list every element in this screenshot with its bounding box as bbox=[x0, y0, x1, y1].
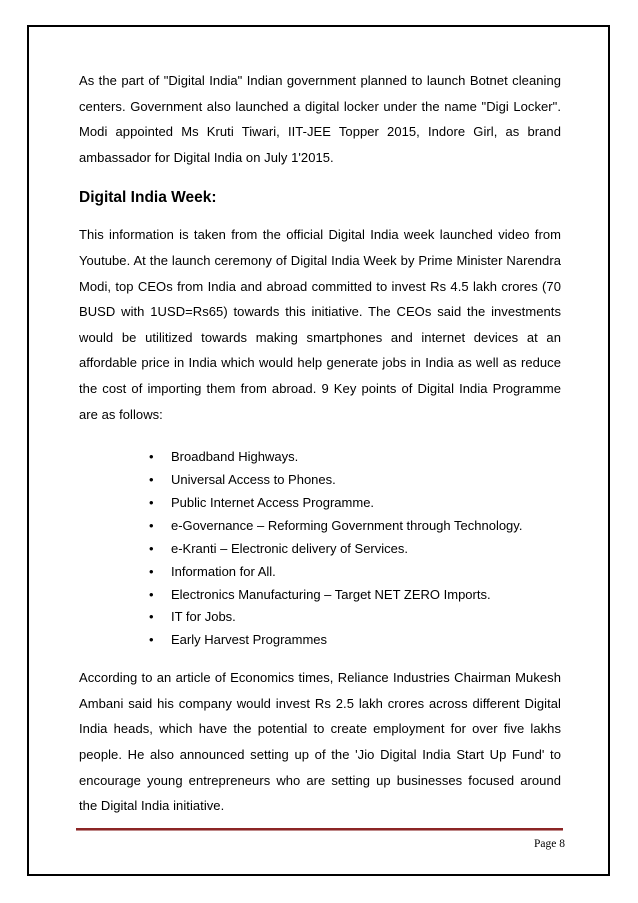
list-item bbox=[149, 561, 561, 584]
key-points-list bbox=[149, 446, 561, 652]
list-item bbox=[149, 606, 561, 629]
bullet-icon: • bbox=[149, 609, 154, 625]
bullet-icon: • bbox=[149, 449, 154, 465]
list-item bbox=[149, 629, 561, 652]
intro-paragraph: As the part of "Digital India" Indian government planned to launch Botnet cleaning centers. Government also launched a digital locker under the name "Digi Locker". Modi appointed Ms Kruti Tiwari, IIT-JEE Topper 2015, Indore Girl, as brand ambassador for Digital India on July 1'2015. bbox=[79, 73, 561, 165]
bullet-icon: • bbox=[149, 494, 154, 510]
bullet-icon: • bbox=[149, 540, 154, 556]
list-item bbox=[149, 469, 561, 492]
list-item-text: e-Governance – Reforming Government through Technology. bbox=[171, 517, 523, 533]
section-paragraph: This information is taken from the official Digital India week launched video from Youtube. At the launch ceremony of Digital India Week by Prime Minister Narendra Modi, top CEOs from India and abroad committed to invest Rs 4.5 lakh crores (70 BUSD with 1USD=Rs65) towards this initiative. The CEOs said the investments would be utilitized towards making smartphones and internet devices at an affordable price in India which would help generate jobs in India as well as reduce the cost of importing them from abroad. 9 Key points of Digital India Programme are as follows: bbox=[79, 227, 561, 422]
document-body bbox=[79, 68, 561, 819]
section-heading: Digital India Week: bbox=[79, 189, 217, 207]
list-item bbox=[149, 515, 561, 538]
list-item-text: Public Internet Access Programme. bbox=[171, 494, 375, 510]
list-item bbox=[149, 538, 561, 561]
list-item-text: Early Harvest Programmes bbox=[171, 632, 328, 648]
list-item bbox=[149, 584, 561, 607]
bullet-icon: • bbox=[149, 586, 154, 602]
list-item bbox=[149, 492, 561, 515]
closing-paragraph: According to an article of Economics times, Reliance Industries Chairman Mukesh Ambani said his company would invest Rs 2.5 lakh crores across different Digital India heads, which have the potential to create employment for over five lakhs people. He also announced setting up of the 'Jio Digital India Start Up Fund' to encourage young entrepreneurs who are setting up businesses focused around the Digital India initiative. bbox=[79, 670, 561, 814]
bullet-icon: • bbox=[149, 632, 154, 648]
bullet-icon: • bbox=[149, 517, 154, 533]
list-item-text: Broadband Highways. bbox=[171, 449, 299, 465]
list-item-text: Universal Access to Phones. bbox=[171, 472, 336, 488]
list-item-text: Information for All. bbox=[171, 563, 276, 579]
list-item-text: Electronics Manufacturing – Target NET ZERO Imports. bbox=[171, 586, 491, 602]
bullet-icon: • bbox=[149, 472, 154, 488]
list-item-text: e-Kranti – Electronic delivery of Services. bbox=[171, 540, 408, 556]
bullet-icon: • bbox=[149, 563, 154, 579]
list-item-text: IT for Jobs. bbox=[171, 609, 236, 625]
list-item bbox=[149, 446, 561, 469]
footer-divider bbox=[76, 828, 563, 831]
page-number: Page 8 bbox=[534, 838, 565, 850]
